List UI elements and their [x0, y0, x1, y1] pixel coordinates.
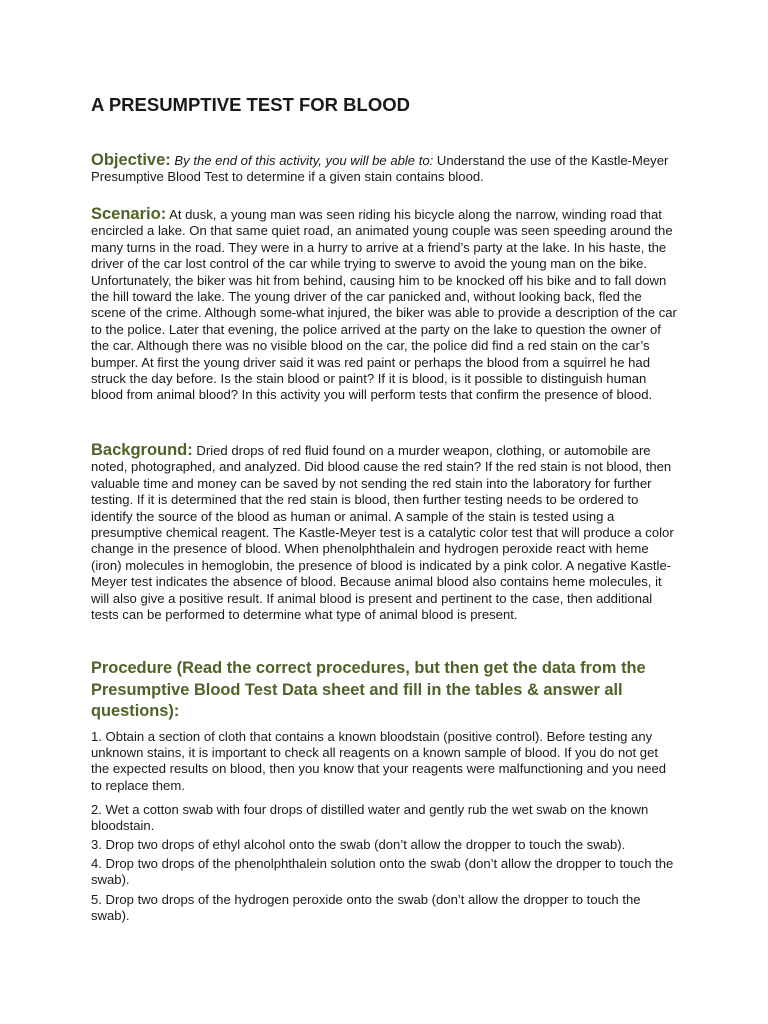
- objective-heading: Objective:: [91, 151, 171, 169]
- procedure-step-3: 3. Drop two drops of ethyl alcohol onto the swab (don’t allow the dropper to touch the swab).: [91, 837, 626, 852]
- background-text: Dried drops of red fluid found on a murder weapon, clothing, or automobile are noted, photographed, and analyzed. Did blood cause the red stain? If the red stain is not blood, then valuable time and money can be saved by not sending the red stain into the laboratory for further testing. If it is determined that the red stain is blood, then further testing needs to be ordered to identify the source of the blood as human or animal. A sample of the stain is tested using a presumptive chemical reagent. The Kastle-Meyer test is a catalytic color test that will produce a color change in the presence of blood. When phenolphthalein and hydrogen peroxide react with heme (iron) molecules in hemoglobin, the presence of blood is indicated by a pink color. A negative Kastle-Meyer test indicates the absence of blood. Because animal blood also contains heme molecules, it will also give a positive result. If animal blood is present and pertinent to the case, then additional tests can be performed to determine what type of animal blood is present.: [91, 443, 674, 623]
- background-heading: Background:: [91, 441, 193, 459]
- objective-text: Understand the use of the Kastle-Meyer Presumptive Blood Test to determine if a given stain contains blood.: [91, 153, 669, 185]
- procedure-step-4: 4. Drop two drops of the phenolphthalein solution onto the swab (don’t allow the dropper to touch the swab).: [91, 856, 674, 888]
- scenario-text: At dusk, a young man was seen riding his bicycle along the narrow, winding road that encircled a lake. On that same quiet road, an animated young couple was seen speeding around the many turns in the road. They were in a hurry to arrive at a friend’s party at the lake. In his haste, the driver of the car lost control of the car while trying to swerve to avoid the young man on the bike. Unfortunately, the biker was hit from behind, causing him to be knocked off his bike and to fall down the hill toward the lake. The young driver of the car panicked and, without looking back, fled the scene of the crime. Although some-what injured, the biker was able to provide a description of the car to the police. Later that evening, the police arrived at the party on the lake to question the owner of the car. Although there was no visible blood on the car, the police did find a red stain on the car’s bumper. At first the young driver said it was red paint or perhaps the blood from a squirrel he had struck the day before. Is the stain blood or paint? If it is blood, is it possible to distinguish human blood from animal blood? In this activity you will perform tests that confirm the presence of blood.: [91, 207, 677, 403]
- scenario-heading: Scenario:: [91, 205, 167, 223]
- objective-lead: By the end of this activity, you will be able to:: [174, 153, 434, 168]
- procedure-step-2: 2. Wet a cotton swab with four drops of distilled water and gently rub the wet swab on the known bloodstain.: [91, 802, 649, 834]
- scenario-section: [91, 206, 677, 404]
- procedure-step-1: 1. Obtain a section of cloth that contains a known bloodstain (positive control). Before testing any unknown stains, it is important to check all reagents on a known sample of blood. If you do not get the expected results on blood, then you know that your reagents were malfunctioning and you need to replace them.: [91, 729, 667, 793]
- objective-section: [91, 152, 677, 186]
- procedure-heading: Procedure (Read the correct procedures, but then get the data from the Presumptive Blood Test Data sheet and fill in the tables & answer all questions):: [91, 659, 646, 720]
- procedure-step-5: 5. Drop two drops of the hydrogen peroxide onto the swab (don’t allow the dropper to touch the swab).: [91, 892, 641, 924]
- background-section: [91, 442, 677, 623]
- document-title: A PRESUMPTIVE TEST FOR BLOOD: [91, 94, 410, 115]
